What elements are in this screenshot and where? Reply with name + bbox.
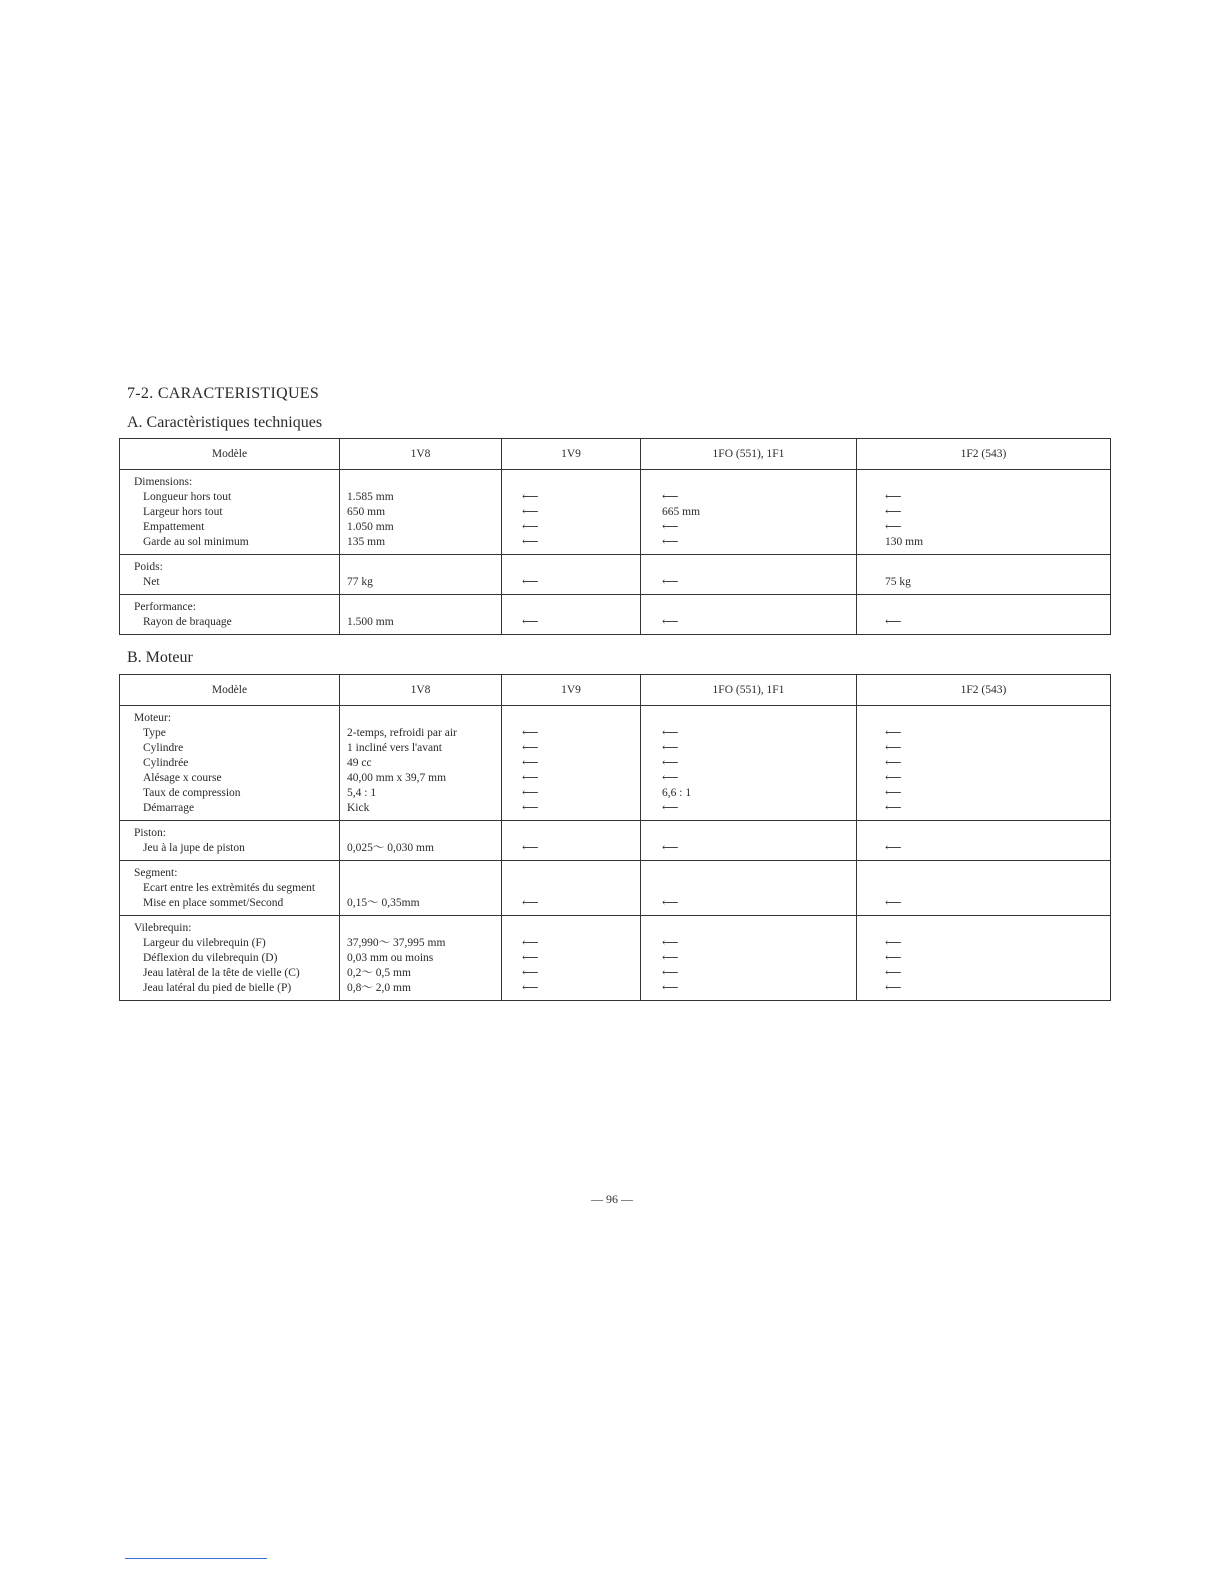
header-1v9: 1V9	[502, 439, 641, 470]
spec-value	[857, 600, 1110, 615]
spec-value: ⟵	[522, 727, 539, 739]
spec-value	[340, 921, 501, 936]
spec-label: Largeur hors tout	[143, 506, 223, 518]
spec-label-cell	[120, 595, 340, 635]
value-1v9-cell	[502, 706, 641, 821]
spec-value: ⟵	[522, 506, 539, 518]
spec-value: ⟵	[522, 842, 539, 854]
spec-label-cell	[120, 555, 340, 595]
spec-value: ⟵	[885, 772, 902, 784]
value-1v8-cell	[340, 555, 502, 595]
spec-label: Démarrage	[143, 802, 195, 814]
spec-value	[857, 881, 1110, 896]
spec-value: ⟵	[522, 967, 539, 979]
table-row	[120, 470, 1111, 555]
value-1v8-cell	[340, 821, 502, 861]
spec-value: 6,6 : 1	[662, 787, 692, 799]
spec-value: ⟵	[662, 521, 679, 533]
value-1f2-cell	[857, 555, 1111, 595]
spec-value: ⟵	[522, 576, 539, 588]
value-1v9-cell	[502, 470, 641, 555]
spec-value	[340, 866, 501, 881]
value-1fo-1f1-cell	[641, 470, 857, 555]
spec-value	[502, 826, 640, 841]
spec-value: ⟵	[885, 897, 902, 909]
header-1fo-1f1: 1FO (551), 1F1	[641, 439, 857, 470]
spec-label: Largeur du vilebrequin (F)	[143, 937, 266, 949]
spec-value: ⟵	[522, 937, 539, 949]
spec-value: ⟵	[885, 491, 902, 503]
spec-label: Mise en place sommet/Second	[143, 897, 284, 909]
spec-value: 1.050 mm	[347, 521, 394, 533]
table-body	[120, 706, 1111, 1001]
spec-value	[857, 826, 1110, 841]
value-1v8-cell	[340, 916, 502, 1001]
spec-value: ⟵	[662, 842, 679, 854]
spec-label-cell	[120, 916, 340, 1001]
value-1v8-cell	[340, 861, 502, 916]
spec-value: Kick	[347, 802, 370, 814]
spec-value: ⟵	[662, 802, 679, 814]
value-1fo-1f1-cell	[641, 861, 857, 916]
value-1f2-cell	[857, 916, 1111, 1001]
spec-value: ⟵	[522, 536, 539, 548]
spec-value	[641, 921, 856, 936]
table-row	[120, 916, 1111, 1001]
spec-value: ⟵	[662, 727, 679, 739]
spec-label: Alésage x course	[143, 772, 222, 784]
spec-value	[641, 560, 856, 575]
group-heading: Moteur:	[134, 712, 172, 724]
spec-label: Déflexion du vilebrequin (D)	[143, 952, 278, 964]
spec-value: 40,00 mm x 39,7 mm	[347, 772, 447, 784]
spec-value: ⟵	[885, 802, 902, 814]
spec-value: ⟵	[662, 491, 679, 503]
spec-label-cell	[120, 470, 340, 555]
spec-value: ⟵	[662, 576, 679, 588]
spec-value: 75 kg	[885, 576, 911, 588]
table-header-row	[120, 675, 1111, 706]
spec-value: 665 mm	[662, 506, 701, 518]
section-a-title: A. Caractèristiques techniques	[127, 414, 323, 431]
spec-label-cell	[120, 821, 340, 861]
table-row	[120, 706, 1111, 821]
spec-value: ⟵	[885, 521, 902, 533]
spec-value: ⟵	[662, 937, 679, 949]
group-heading: Segment:	[134, 867, 178, 879]
spec-value	[340, 881, 501, 896]
spec-value	[857, 921, 1110, 936]
spec-value	[502, 921, 640, 936]
spec-value: 1.585 mm	[347, 491, 394, 503]
section-b-title: B. Moteur	[127, 649, 193, 666]
spec-value	[502, 475, 640, 490]
spec-value	[502, 600, 640, 615]
value-1fo-1f1-cell	[641, 821, 857, 861]
header-1f2: 1F2 (543)	[857, 675, 1111, 706]
spec-label: Net	[143, 576, 160, 588]
spec-label: Jeu à la jupe de piston	[143, 842, 245, 854]
header-model: Modèle	[120, 675, 340, 706]
spec-value: 0,025～ 0,030 mm	[347, 842, 434, 854]
spec-label: Cylindre	[143, 742, 184, 754]
spec-value: 135 mm	[347, 536, 386, 548]
value-1v9-cell	[502, 861, 641, 916]
spec-value	[857, 560, 1110, 575]
header-1fo-1f1: 1FO (551), 1F1	[641, 675, 857, 706]
spec-label: Jeau latèral de la tête de vielle (C)	[143, 967, 300, 979]
spec-value: ⟵	[885, 967, 902, 979]
spec-value	[641, 826, 856, 841]
value-1v9-cell	[502, 555, 641, 595]
spec-label: Type	[143, 727, 166, 739]
group-heading: Dimensions:	[134, 476, 193, 488]
spec-value: 2-temps, refroidi par air	[347, 727, 457, 739]
spec-value: ⟵	[522, 802, 539, 814]
spec-value: ⟵	[662, 536, 679, 548]
spec-value	[340, 600, 501, 615]
table-row	[120, 595, 1111, 635]
value-1f2-cell	[857, 706, 1111, 821]
spec-value: 0,03 mm ou moins	[347, 952, 434, 964]
spec-value: ⟵	[522, 521, 539, 533]
spec-value	[502, 866, 640, 881]
spec-value: ⟵	[522, 897, 539, 909]
spec-value: ⟵	[885, 787, 902, 799]
spec-value	[641, 881, 856, 896]
section-title: 7-2. CARACTERISTIQUES	[127, 385, 320, 402]
spec-value: ⟵	[522, 952, 539, 964]
value-1v8-cell	[340, 595, 502, 635]
spec-value	[340, 560, 501, 575]
spec-value: 1 incliné vers l'avant	[347, 742, 442, 754]
table-row	[120, 821, 1111, 861]
spec-value	[340, 711, 501, 726]
header-1v9: 1V9	[502, 675, 641, 706]
value-1fo-1f1-cell	[641, 706, 857, 821]
spec-value: ⟵	[885, 616, 902, 628]
spec-value: 37,990～ 37,995 mm	[347, 937, 446, 949]
spec-value: 0,8～ 2,0 mm	[347, 982, 411, 994]
spec-value	[857, 866, 1110, 881]
spec-label-cell	[120, 706, 340, 821]
specs-table-engine	[119, 674, 1111, 1001]
page-number: — 96 —	[591, 1192, 633, 1206]
spec-value: 5,4 : 1	[347, 787, 377, 799]
spec-value: ⟵	[885, 982, 902, 994]
spec-value: ⟵	[522, 491, 539, 503]
table-body	[120, 470, 1111, 635]
footer-rule	[125, 1558, 267, 1559]
spec-value: 77 kg	[347, 576, 373, 588]
spec-value: ⟵	[522, 787, 539, 799]
spec-value	[857, 475, 1110, 490]
group-heading: Performance:	[134, 601, 196, 613]
spec-label: Garde au sol minimum	[143, 536, 249, 548]
spec-value: ⟵	[522, 742, 539, 754]
value-1v9-cell	[502, 821, 641, 861]
spec-label: Longueur hors tout	[143, 491, 232, 503]
spec-value: ⟵	[522, 772, 539, 784]
spec-value	[641, 866, 856, 881]
spec-value: ⟵	[885, 937, 902, 949]
value-1f2-cell	[857, 595, 1111, 635]
spec-value: ⟵	[885, 757, 902, 769]
spec-value	[502, 560, 640, 575]
spec-value: ⟵	[662, 772, 679, 784]
value-1fo-1f1-cell	[641, 916, 857, 1001]
table-header-row	[120, 439, 1111, 470]
specs-table-technical	[119, 438, 1111, 635]
spec-value: ⟵	[662, 742, 679, 754]
spec-value	[340, 475, 501, 490]
value-1fo-1f1-cell	[641, 595, 857, 635]
value-1f2-cell	[857, 821, 1111, 861]
spec-value	[502, 711, 640, 726]
spec-value	[857, 711, 1110, 726]
header-1v8: 1V8	[340, 439, 502, 470]
spec-label: Cylindrée	[143, 757, 189, 769]
spec-value: ⟵	[885, 742, 902, 754]
spec-label: Jeau latéral du pied de bielle (P)	[143, 982, 292, 994]
spec-value: ⟵	[522, 616, 539, 628]
value-1v9-cell	[502, 916, 641, 1001]
spec-value	[641, 475, 856, 490]
value-1v9-cell	[502, 595, 641, 635]
spec-value: ⟵	[662, 757, 679, 769]
spec-value: 49 cc	[347, 757, 372, 769]
spec-value: 130 mm	[885, 536, 924, 548]
spec-value: ⟵	[522, 757, 539, 769]
header-1v8: 1V8	[340, 675, 502, 706]
spec-value: 0,2～ 0,5 mm	[347, 967, 411, 979]
spec-value: ⟵	[662, 897, 679, 909]
spec-label-cell	[120, 861, 340, 916]
spec-value	[502, 881, 640, 896]
spec-value: ⟵	[885, 952, 902, 964]
value-1v8-cell	[340, 470, 502, 555]
value-1f2-cell	[857, 861, 1111, 916]
spec-label: Empattement	[143, 521, 205, 533]
group-heading: Poids:	[134, 561, 163, 573]
spec-value: 650 mm	[347, 506, 386, 518]
spec-value	[641, 711, 856, 726]
value-1fo-1f1-cell	[641, 555, 857, 595]
spec-value	[641, 600, 856, 615]
spec-value: ⟵	[662, 616, 679, 628]
group-heading: Vilebrequin:	[134, 922, 192, 934]
group-heading: Piston:	[134, 827, 166, 839]
spec-value: ⟵	[885, 506, 902, 518]
spec-value: ⟵	[522, 982, 539, 994]
spec-label: Taux de compression	[143, 787, 241, 799]
spec-value: ⟵	[885, 727, 902, 739]
spec-label: Ecart entre les extrèmités du segment	[143, 882, 316, 894]
table-row	[120, 861, 1111, 916]
spec-value	[340, 826, 501, 841]
spec-label: Rayon de braquage	[143, 616, 232, 628]
header-1f2: 1F2 (543)	[857, 439, 1111, 470]
spec-value: ⟵	[885, 842, 902, 854]
value-1v8-cell	[340, 706, 502, 821]
header-model: Modèle	[120, 439, 340, 470]
spec-value: 0,15～ 0,35mm	[347, 897, 420, 909]
spec-value: ⟵	[662, 982, 679, 994]
value-1f2-cell	[857, 470, 1111, 555]
spec-value: 1.500 mm	[347, 616, 394, 628]
spec-value: ⟵	[662, 952, 679, 964]
table-row	[120, 555, 1111, 595]
spec-value: ⟵	[662, 967, 679, 979]
